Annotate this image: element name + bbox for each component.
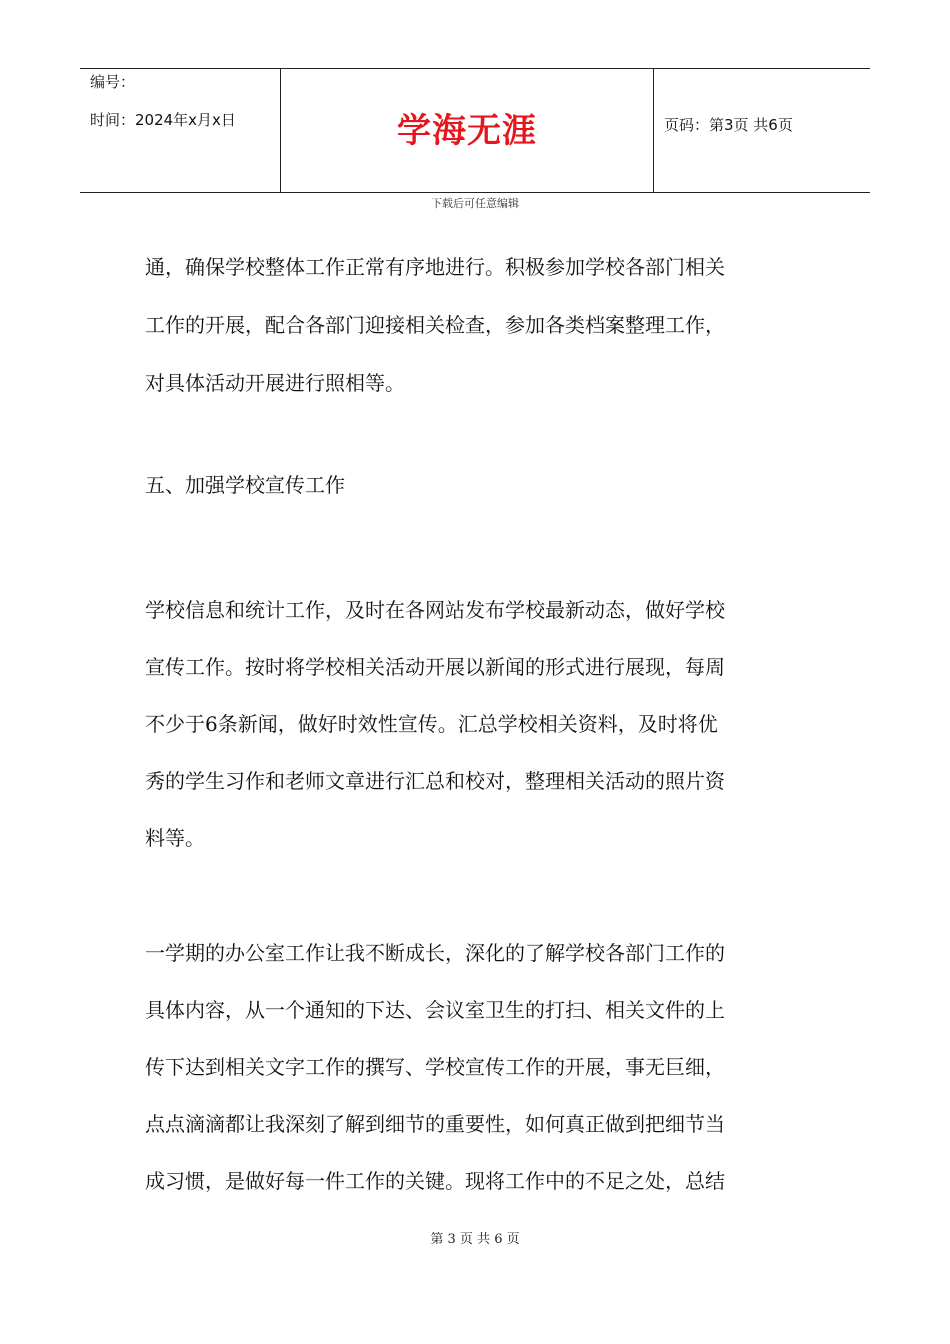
page-number-label: 页码：第3页 共6页 xyxy=(664,116,793,134)
header-left-cell xyxy=(80,69,281,192)
text-line: 料等。 xyxy=(145,826,205,850)
text-line: 学校信息和统计工作，及时在各网站发布学校最新动态，做好学校 xyxy=(145,598,725,622)
text-line: 不少于6条新闻，做好时效性宣传。汇总学校相关资料，及时将优 xyxy=(145,712,718,736)
paragraph-1 xyxy=(145,238,815,412)
text-line: 一学期的办公室工作让我不断成长，深化的了解学校各部门工作的 xyxy=(145,941,725,965)
document-header xyxy=(80,68,870,193)
date-label: 时间：2024年x月x日 xyxy=(90,111,236,129)
text-line: 对具体活动开展进行照相等。 xyxy=(145,371,405,395)
section-heading-text: 五、加强学校宣传工作 xyxy=(145,473,345,497)
brand-title: 学海无涯 xyxy=(397,111,537,151)
text-line: 成习惯，是做好每一件工作的关键。现将工作中的不足之处，总结 xyxy=(145,1169,725,1193)
text-line: 工作的开展，配合各部门迎接相关检查，参加各类档案整理工作， xyxy=(145,313,725,337)
header-right-cell xyxy=(654,69,870,192)
paragraph-3 xyxy=(145,582,815,867)
section-heading xyxy=(145,466,815,504)
text-line: 点点滴滴都让我深刻了解到细节的重要性，如何真正做到把细节当 xyxy=(145,1112,725,1136)
editable-note: 下载后可任意编辑 xyxy=(431,197,519,210)
page-footer: 第 3 页 共 6 页 xyxy=(430,1232,520,1247)
text-line: 传下达到相关文字工作的撰写、学校宣传工作的开展，事无巨细， xyxy=(145,1055,725,1079)
text-line: 秀的学生习作和老师文章进行汇总和校对，整理相关活动的照片资 xyxy=(145,769,725,793)
header-center-cell xyxy=(281,69,654,192)
text-line: 具体内容，从一个通知的下达、会议室卫生的打扫、相关文件的上 xyxy=(145,998,725,1022)
text-line: 宣传工作。按时将学校相关活动开展以新闻的形式进行展现，每周 xyxy=(145,655,725,679)
serial-number-label: 编号： xyxy=(90,73,136,91)
text-line: 通，确保学校整体工作正常有序地进行。积极参加学校各部门相关 xyxy=(145,255,725,279)
paragraph-4 xyxy=(145,925,815,1210)
